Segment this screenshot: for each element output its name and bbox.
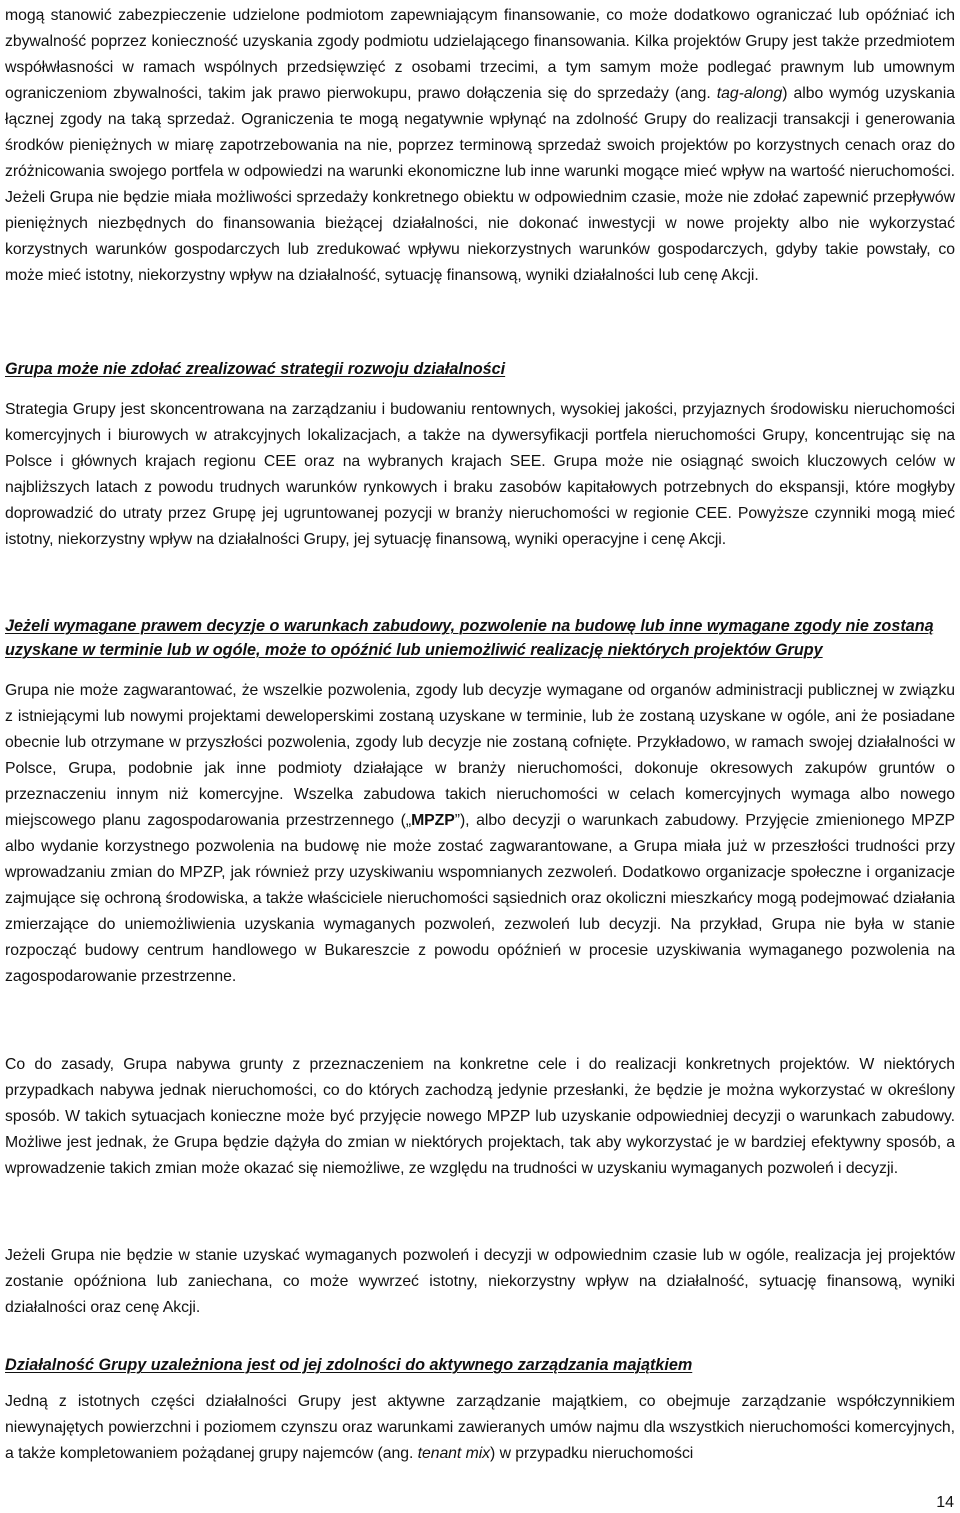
italic-term: tag-along [716,85,783,102]
paragraph-text: ) w przypadku nieruchomości [490,1445,694,1462]
paragraph-permits [5,678,955,990]
section-heading-strategy: Grupa może nie zdołać zrealizować strategii rozwoju działalności [5,360,506,378]
paragraph-land-purchase: Co do zasady, Grupa nabywa grunty z przeznaczeniem na konkretne cele i do realizacji konkretnych projektów. W niektórych przypadkach nabywa jednak nieruchomości, co do których zachodzą jedynie przesłanki, że będzie je można wykorzystać w określony sposób. W takich sytuacjach konieczne może być przyjęcie nowego MPZP lub uzyskanie odpowiedniej decyzji o warunkach zabudowy. Możliwe jest jednak, że Grupa będzie dążyła do zmian w niektórych projektach, tak aby wykorzystać je w bardziej efektywny sposób, a wprowadzenie takich zmian może okazać się niemożliwe, ze względu na trudności w uzyskaniu wymaganych pozwoleń i decyzji. [5,1056,955,1177]
section-heading-permits: Jeżeli wymagane prawem decyzje o warunkach zabudowy, pozwolenie na budowę lub inne wymagane zgody nie zostaną uzyskane w terminie lub w ogóle, może to opóźnić lub uniemożliwić realizację niektórych projektów Grupy [5,617,934,659]
paragraph-asset-management [5,1389,955,1467]
italic-term: tenant mix [417,1445,491,1462]
bold-term: MPZP [411,812,455,829]
paragraph-asset-liquidity [5,3,955,289]
paragraph-text: ”), albo decyzji o warunkach zabudowy. Przyjęcie zmienionego MPZP albo wydanie korzystnego pozwolenia na budowę nie może zostać zagwarantowane, a Grupa miała już w przeszłości trudności przy wprowadzaniu zmian do MPZP, jak również przy uzyskiwaniu wspomnianych zezwoleń. Dodatkowo organizacje społeczne i organizacje zajmujące się ochroną środowiska, a także właściciele nieruchomości sąsiednich oraz okoliczni mieszkańcy mogą podejmować działania zmierzające do uniemożliwienia uzyskania wymaganych pozwoleń, zezwoleń lub decyzji. Na przykład, Grupa nie była w stanie rozpocząć budowy centrum handlowego w Bukareszcie z powodu opóźnień w procesie uzyskiwania wymaganego pozwolenia na zagospodarowanie przestrzenne. [5,812,955,985]
paragraph-text: Grupa nie może zagwarantować, że wszelkie pozwolenia, zgody lub decyzje wymagane od organów administracji publicznej w związku z istniejącymi lub nowymi projektami deweloperskimi zostaną uzyskane w terminie, lub że zostaną uzyskane w ogóle, ani że posiadane obecnie lub otrzymane w przyszłości pozwolenia, zgody lub decyzje nie zostaną cofnięte. Przykładowo, w ramach swojej działalności w Polsce, Grupa, podobnie jak inne podmioty działające w branży nieruchomości, dokonuje okresowych zakupów gruntów o przeznaczeniu innym niż komercyjne. Wszelka zabudowa takich nieruchomości w celach komercyjnych wymaga albo nowego miejscowego planu zagospodarowania przestrzennego („ [5,682,955,829]
paragraph-text: mogą stanowić zabezpieczenie udzielone podmiotom zapewniającym finansowanie, co może dodatkowo ograniczać lub opóźniać ich zbywalność poprzez konieczność uzyskania zgody podmiotu udzielającego finansowania. Kilka projektów Grupy jest także przedmiotem współwłasności w ramach wspólnych przedsięwzięć z osobami trzecimi, a tym samym może podlegać prawnym lub umownym ograniczeniom zbywalności, takim jak prawo pierwokupu, prawo dołączenia się do sprzedaży (ang. [5,7,955,102]
page-number: 14 [936,1494,954,1511]
paragraph-permit-consequences: Jeżeli Grupa nie będzie w stanie uzyskać wymaganych pozwoleń i decyzji w odpowiednim czasie lub w ogóle, realizacja jej projektów zostanie opóźniona lub zaniechana, co może wywrzeć istotny, niekorzystny wpływ na działalność, sytuację finansową, wyniki działalności oraz cenę Akcji. [5,1247,955,1316]
paragraph-strategy: Strategia Grupy jest skoncentrowana na zarządzaniu i budowaniu rentownych, wysokiej jakości, przyjaznych środowisku nieruchomości komercyjnych i biurowych w atrakcyjnych lokalizacjach, a także na dywersyfikacji portfela nieruchomości Grupy, koncentrując się na Polsce i głównych krajach regionu CEE oraz na wybranych krajach SEE. Grupa może nie osiągnąć swoich kluczowych celów w najbliższych latach z powodu trudnych warunków rynkowych i braku zasobów kapitałowych potrzebnych do ekspansji, które mogłyby doprowadzić do utraty przez Grupę jej ugruntowanej pozycji w branży nieruchomości w regionie CEE. Powyższe czynniki mogą mieć istotny, niekorzystny wpływ na działalności Grupy, jej sytuację finansową, wyniki operacyjne i cenę Akcji. [5,401,955,548]
paragraph-text: ) albo wymóg uzyskania łącznej zgody na taką sprzedaż. Ograniczenia te mogą negatywnie wpłynąć na zdolność Grupy do realizacji transakcji i generowania środków pieniężnych w miarę zapotrzebowania na nie, poprzez terminową sprzedaż swoich projektów po korzystnych cenach oraz do zróżnicowania swojego portfela w odpowiedzi na warunki ekonomiczne lub inne warunki mogące mieć wpływ na wartość nieruchomości. Jeżeli Grupa nie będzie miała możliwości sprzedaży konkretnego obiektu w odpowiednim czasie, może nie zdołać zapewnić przepływów pieniężnych niezbędnych do finansowania bieżącej działalności, nie dokonać inwestycji w nowe projekty albo nie wykorzystać korzystnych warunków gospodarczych lub zredukować wpływu niekorzystnych warunków gospodarczych, gdyby takie powstały, co może mieć istotny, niekorzystny wpływ na działalność, sytuację finansową, wyniki działalności lub cenę Akcji. [5,85,955,284]
section-heading-asset-management: Działalność Grupy uzależniona jest od jej zdolności do aktywnego zarządzania majątkiem [5,1356,693,1374]
paragraph-text: Jedną z istotnych części działalności Grupy jest aktywne zarządzanie majątkiem, co obejmuje zarządzanie współczynnikiem niewynajętych powierzchni i poziomem czynszu oraz warunkami zawieranych umów najmu dla wszystkich nieruchomości komercyjnych, a także kompletowaniem pożądanej grupy najemców (ang. [5,1393,955,1462]
